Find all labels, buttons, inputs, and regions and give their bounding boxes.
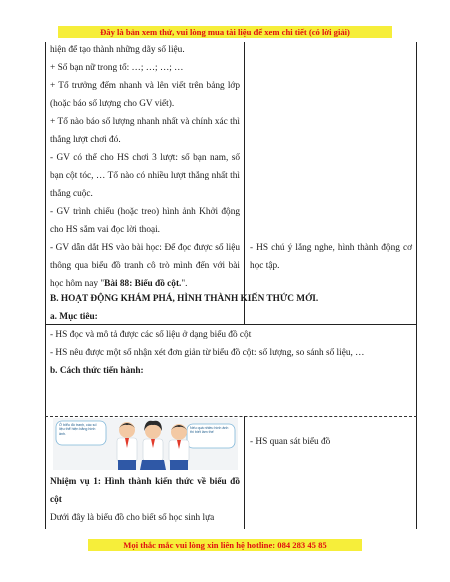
task-1 <box>50 473 240 527</box>
task-text: Dưới đây là biểu đồ cho biết số học sinh lựa <box>50 513 215 523</box>
kids-illustration <box>53 418 238 470</box>
objective-item: - HS nêu được một số nhận xét đơn giản từ biểu đồ cột: số lượng, so sánh số liệu, … <box>50 348 365 358</box>
section-b <box>50 290 414 380</box>
task-title: Nhiệm vụ 1: Hình thành kiến thức về biểu đồ cột <box>50 477 240 505</box>
text-line: - GV trình chiếu (hoặc treo) hình ảnh Khởi động cho HS sắm vai đọc lời thoại. <box>50 207 240 235</box>
hotline-notice: Mọi thắc mắc vui lòng xin liên hệ hotline: 084 283 45 85 <box>88 539 362 551</box>
lesson-title: Bài 88: Biểu đồ cột. <box>104 279 182 289</box>
section-heading: B. HOẠT ĐỘNG KHÁM PHÁ, HÌNH THÀNH KIẾN THỨC MỚI. <box>50 294 319 304</box>
text-line: + Tổ nào báo số lượng nhanh nhất và chính xác thì thắng lượt chơi đó. <box>50 117 240 145</box>
text-line: + Tổ trưởng đếm nhanh và lên viết trên bảng lớp (hoặc báo số lượng cho GV viết). <box>50 81 240 109</box>
speech-bubble-right: Nếu quá nhiều hình ảnh thì biết làm thế <box>190 426 229 435</box>
student-activities <box>250 239 412 275</box>
dashed-divider <box>45 416 417 417</box>
teacher-activities <box>50 41 240 293</box>
column-divider-top <box>244 42 245 324</box>
preview-notice: Đây là bản xem thử, vui lòng mua tài liệu để xem chi tiết (có lời giải) <box>58 26 392 38</box>
closing-quote: ". <box>181 279 188 289</box>
objective-item: - HS đọc và mô tả được các số liệu ở dạng biểu đồ cột <box>50 330 252 340</box>
text-line: - GV có thể cho HS chơi 3 lượt: số bạn nam, số bạn cột tóc, … Tổ nào có nhiều lượt thắng nhất thì thắng cuộc. <box>50 153 240 199</box>
table-right-border <box>416 42 417 529</box>
text-line: - HS quan sát biểu đồ <box>250 437 331 447</box>
procedure-title: b. Cách thức tiến hành: <box>50 366 144 376</box>
speech-bubble-left: Ở biểu đồ tranh, các số liệu thể hiện bằng hình ảnh. <box>59 423 97 436</box>
table-left-border <box>45 42 46 529</box>
column-divider-bottom <box>244 416 245 529</box>
text-line: hiện để tạo thành những dãy số liệu. <box>50 45 185 55</box>
text-line: - HS chú ý lắng nghe, hình thành động cơ học tập. <box>250 243 412 271</box>
text-line <box>50 239 240 293</box>
objective-title: a. Mục tiêu: <box>50 312 98 322</box>
student-observation <box>250 433 412 451</box>
lead-in-text: - GV dẫn dắt HS vào bài học: Để đọc được số liệu thông qua biểu đồ tranh cô trò mình đến với bài học hôm nay " <box>50 243 240 289</box>
text-line: + Số bạn nữ trong tổ: …; …; …; … <box>50 63 184 73</box>
